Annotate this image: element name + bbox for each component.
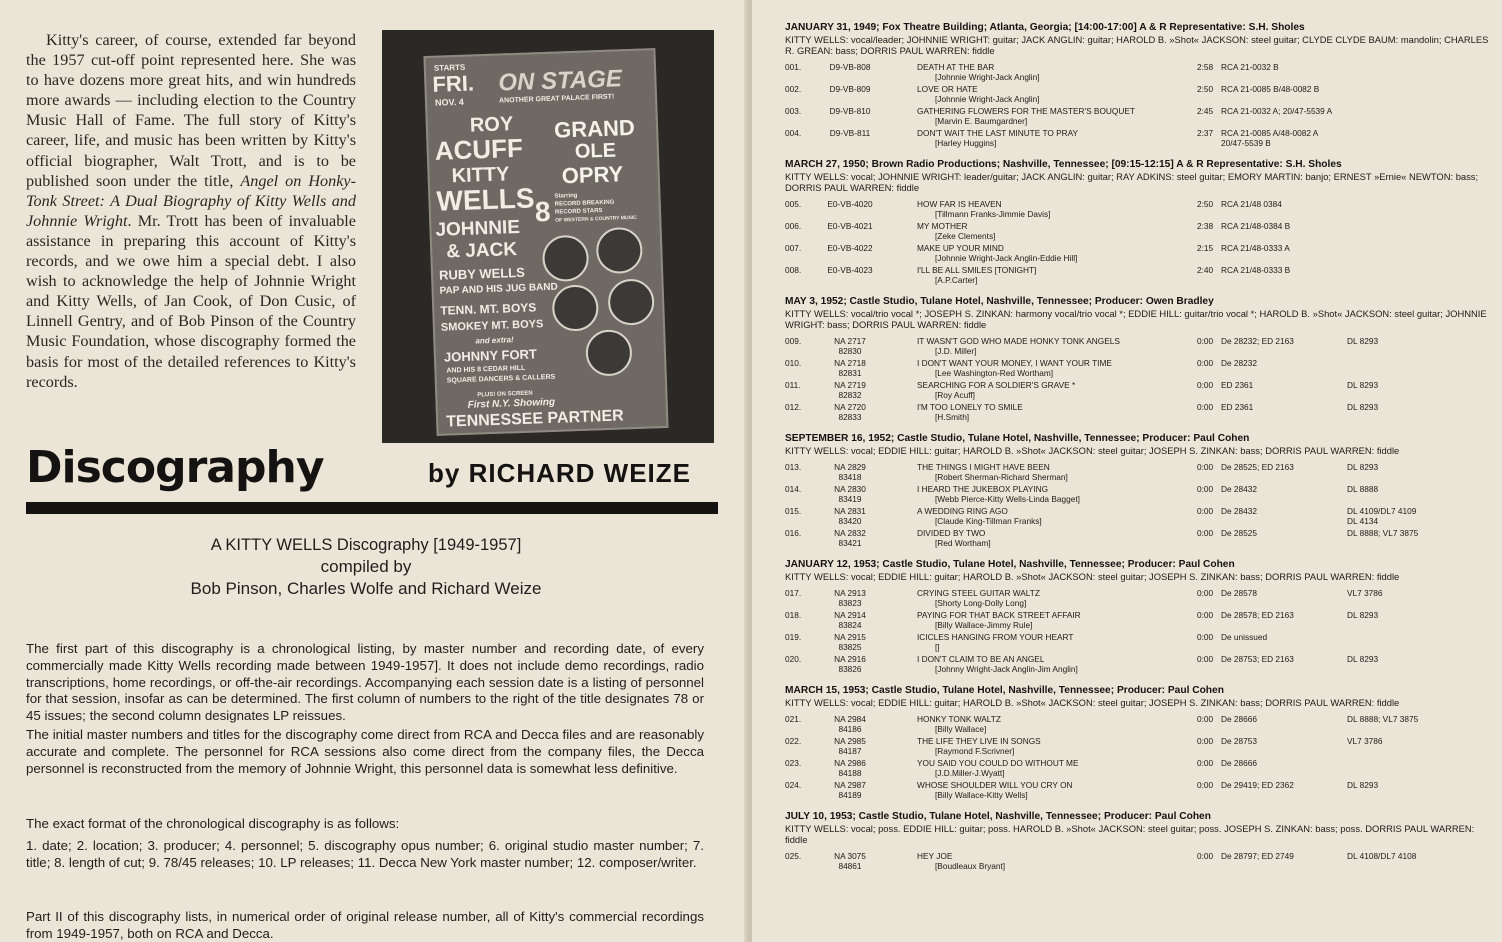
track-release: ED 2361 [1221,380,1254,390]
track-master: NA 2718 82831 [834,358,866,378]
session-block [785,811,1489,873]
track-title: DIVIDED BY TWO [917,528,986,538]
track-length: 2:58 [1197,62,1214,72]
track-master: NA 2914 83824 [834,610,866,630]
track-lp: DL 8293 [1347,610,1379,620]
track-release: RCA 21/48-0333 B [1221,265,1291,275]
track-composer: [Tillmann Franks-Jimmie Davis] [935,209,1051,219]
track-row [785,462,1489,484]
track-composer: [Harley Huggins] [935,138,997,148]
track-release: De 28232 [1221,358,1257,368]
track-title: I DON'T CLAIM TO BE AN ANGEL [917,654,1045,664]
poster-act: WELLS [435,182,535,217]
track-master: E0-VB-4020 [827,199,873,209]
session-block [785,22,1489,150]
track-number: 013. [785,462,802,472]
poster-act: & JACK [445,239,518,263]
track-master: D9-VB-810 [829,106,871,116]
poster-opry: OLE [574,139,617,163]
poster-starts: STARTS [433,62,466,73]
poster-date: NOV. 4 [434,96,464,108]
track-row [785,780,1489,802]
track-number: 011. [785,380,801,390]
poster-photo [382,30,714,443]
discography-title: Discography [26,442,324,493]
track-lp: DL 8293 [1347,402,1379,412]
track-number: 002. [785,84,802,94]
session-block [785,685,1489,802]
track-row [785,199,1489,221]
track-number: 024. [785,780,802,790]
track-lp: DL 4109/DL7 4109 DL 4134 [1347,506,1417,526]
track-release: De 28525; ED 2163 [1221,462,1294,472]
track-row [785,714,1489,736]
track-master: NA 2830 83419 [834,484,866,504]
track-lp: VL7 3786 [1347,736,1383,746]
track-master: NA 2913 83823 [834,588,866,608]
compiled-by-block [26,534,706,600]
track-release: RCA 21-0032 A; 20/47-5539 A [1221,106,1333,116]
track-title: I DON'T WANT YOUR MONEY, I WANT YOUR TIME [917,358,1112,368]
poster-on-stage: ON STAGE [497,65,623,97]
poster-act: SMOKEY MT. BOYS [440,318,544,334]
track-number: 003. [785,106,802,116]
discography-author: by RICHARD WEIZE [428,458,691,488]
book-title: Angel on Honky-Tonk Street: A Dual Biography of Kitty Wells and Johnnie Wright [26,171,356,230]
track-title: IT WASN'T GOD WHO MADE HONKY TONK ANGELS [917,336,1120,346]
track-title: HONKY TONK WALTZ [917,714,1001,724]
track-number: 009. [785,336,802,346]
subtitle-compilers: Bob Pinson, Charles Wolfe and Richard Weize [190,579,542,598]
track-master: D9-VB-808 [829,62,871,72]
track-composer: [Billy Wallace-Jimmy Rule] [935,620,1033,630]
track-number: 014. [785,484,802,494]
track-master: NA 2915 83825 [834,632,866,652]
track-master: NA 2986 84188 [834,758,866,778]
track-row [785,484,1489,506]
track-title: DON'T WAIT THE LAST MINUTE TO PRAY [917,128,1079,138]
track-composer: [Claude King-Tillman Franks] [935,516,1042,526]
track-row [785,221,1489,243]
track-composer: [Lee Washington-Red Wortham] [935,368,1054,378]
track-master: NA 2831 83420 [834,506,866,526]
track-title: MY MOTHER [917,221,968,231]
track-composer: [J.D.Miller-J.Wyatt] [935,768,1005,778]
track-lp: DL 4108/DL7 4108 [1347,851,1417,861]
track-composer: [Raymond F.Scrivner] [935,746,1015,756]
track-composer: [Boudleaux Bryant] [935,861,1006,871]
track-composer: [Marvin E. Baumgardner] [935,116,1028,126]
poster-act: SQUARE DANCERS & CALLERS [446,373,556,385]
poster-board [423,48,668,436]
track-row [785,736,1489,758]
track-row [785,62,1489,84]
track-row [785,84,1489,106]
track-length: 0:00 [1197,780,1214,790]
track-row [785,528,1489,550]
session-header: MARCH 27, 1950; Brown Radio Productions; Nashville, Tennessee; [09:15-12:15] A & R Representative: S.H. Sholes [785,159,1342,170]
track-master: NA 2984 84186 [834,714,866,734]
track-title: HEY JOE [917,851,953,861]
track-number: 006. [785,221,802,231]
poster-act: ACUFF [434,132,524,166]
track-length: 2:15 [1197,243,1214,253]
track-number: 001. [785,62,802,72]
track-row [785,336,1489,358]
title-rule [26,502,718,514]
track-title: CRYING STEEL GUITAR WALTZ [917,588,1040,598]
track-release: De unissued [1221,632,1268,642]
track-release: De 29419; ED 2362 [1221,780,1294,790]
track-number: 017. [785,588,802,598]
track-title: HOW FAR IS HEAVEN [917,199,1002,209]
poster-record-stars: RECORD STARS [554,208,603,216]
track-number: 008. [785,265,802,275]
track-number: 018. [785,610,802,620]
track-release: De 28578; ED 2163 [1221,610,1294,620]
track-title: THE THINGS I MIGHT HAVE BEEN [917,462,1050,472]
track-composer: [Billy Wallace] [935,724,987,734]
track-lp: DL 8888 [1347,484,1379,494]
session-block [785,296,1489,424]
track-number: 015. [785,506,802,516]
session-header: JANUARY 12, 1953; Castle Studio, Tulane Hotel, Nashville, Tennessee; Producer: Paul Cohen [785,559,1235,570]
poster-record-stars: OF WESTERN & COUNTRY MUSIC [555,214,637,224]
track-lp: VL7 3786 [1347,588,1383,598]
body-paragraph: The first part of this discography is a chronological listing, by master number and recording date, of every commercially made Kitty Wells recording made between 1949-1957]. It does not include demo recordings, radio transcriptions, home recordings, or off-the-air recordings. Accompanying each session date is a listing of personnel for that session, insofar as can be determined. The first column of numbers to the right of the title designates 78 or 45 issues; the second column designates LP reissues. [26,641,704,724]
poster-photo-circle [596,227,644,275]
track-master: E0-VB-4023 [827,265,873,275]
track-lp: DL 8293 [1347,654,1379,664]
track-lp: DL 8888; VL7 3875 [1347,714,1419,724]
track-length: 0:00 [1197,632,1214,642]
track-master: E0-VB-4021 [827,221,873,231]
track-title: PAYING FOR THAT BACK STREET AFFAIR [917,610,1081,620]
track-row [785,632,1489,654]
body-paragraph: The initial master numbers and titles for the discography come direct from RCA and Decca files and are reasonably accurate and complete. The personnel for RCA sessions also come direct from the company files, the Decca personnel is reconstructed from the memory of Johnnie Wright, this personnel data is somewhat less definitive. [26,727,704,776]
track-composer: [Johnnie Wright-Jack Anglin-Eddie Hill] [935,253,1078,263]
track-title: GATHERING FLOWERS FOR THE MASTER'S BOUQUET [917,106,1135,116]
track-lp: DL 8293 [1347,336,1379,346]
poster-day: FRI. [431,70,475,97]
track-length: 0:00 [1197,380,1214,390]
session-personnel: KITTY WELLS: vocal; JOHNNIE WRIGHT: leader/guitar; JACK ANGLIN: guitar; RAY ADKINS: steel guitar; EMORY MARTIN: banjo; ERNEST »Ernie« NEWTON: bass; DORRIS PAUL WARREN: fiddle [785,171,1479,193]
track-number: 012. [785,402,802,412]
track-composer: [Webb Pierce-Kitty Wells-Linda Bagget] [935,494,1080,504]
track-release: De 28232; ED 2163 [1221,336,1294,346]
track-number: 016. [785,528,802,538]
poster-first-ny: First N.Y. Showing [467,396,556,411]
track-length: 0:00 [1197,506,1214,516]
track-row [785,380,1489,402]
track-number: 004. [785,128,802,138]
track-release: RCA 21/48-0384 B [1221,221,1291,231]
track-release: De 28525 [1221,528,1257,538]
session-block [785,559,1489,676]
track-release: RCA 21-0085 B/48-0082 B [1221,84,1320,94]
track-release: De 28797; ED 2749 [1221,851,1294,861]
track-composer: [Johnnie Wright-Jack Anglin] [935,94,1040,104]
track-composer: [Zeke Clements] [935,231,996,241]
track-row [785,243,1489,265]
intro-text [26,30,356,392]
track-title: DEATH AT THE BAR [917,62,995,72]
track-release: RCA 21-0032 B [1221,62,1279,72]
poster-photo-circle [585,329,633,377]
session-header: SEPTEMBER 16, 1952; Castle Studio, Tulane Hotel, Nashville, Tennessee; Producer: Paul Cohen [785,433,1250,444]
track-title: LOVE OR HATE [917,84,978,94]
track-master: NA 2829 83418 [834,462,866,482]
track-master: NA 2987 84189 [834,780,866,800]
track-composer: [Robert Sherman-Richard Sherman] [935,472,1068,482]
track-number: 022. [785,736,802,746]
track-number: 005. [785,199,802,209]
track-title: I'M TOO LONELY TO SMILE [917,402,1023,412]
subtitle-discography: A KITTY WELLS Discography [1949-1957] [210,536,522,554]
track-composer: [] [935,642,940,652]
poster-tagline: ANOTHER GREAT PALACE FIRST! [498,93,615,105]
track-composer: [H.Smith] [935,412,970,422]
poster-record-stars: Starring [554,192,578,200]
track-composer: [J.D. Miller] [935,346,977,356]
track-title: ICICLES HANGING FROM YOUR HEART [917,632,1074,642]
track-length: 0:00 [1197,588,1214,598]
session-block [785,433,1489,550]
session-personnel: KITTY WELLS: vocal; EDDIE HILL: guitar; HAROLD B. »Shot« JACKSON: steel guitar; JOSEPH S. ZINKAN: bass; DORRIS PAUL WARREN: fiddle [785,445,1400,456]
session-header: MAY 3, 1952; Castle Studio, Tulane Hotel, Nashville, Tennessee; Producer: Owen Bradley [785,296,1214,307]
track-master: D9-VB-809 [829,84,871,94]
track-row [785,265,1489,287]
track-number: 021. [785,714,802,724]
track-title: WHOSE SHOULDER WILL YOU CRY ON [917,780,1073,790]
track-release: De 28578 [1221,588,1257,598]
track-title: A WEDDING RING AGO [917,506,1008,516]
track-release: RCA 21-0085 A/48-0082 A 20/47-5539 B [1221,128,1319,148]
track-master: D9-VB-811 [829,128,871,138]
track-number: 020. [785,654,802,664]
track-length: 0:00 [1197,714,1214,724]
track-composer: [Red Wortham] [935,538,991,548]
right-page [752,0,1502,942]
poster-act: and extra! [475,335,514,346]
session-list [785,22,1489,882]
track-number: 019. [785,632,802,642]
track-release: RCA 21/48-0333 A [1221,243,1290,253]
track-row [785,506,1489,528]
poster-movie: TENNESSEE PARTNER [445,407,624,431]
poster-photo-circle [607,278,655,326]
track-length: 2:40 [1197,265,1214,275]
track-release: De 28432 [1221,484,1257,494]
track-row [785,610,1489,632]
track-release: De 28666 [1221,758,1257,768]
session-personnel: KITTY WELLS: vocal/leader; JOHNNIE WRIGHT: guitar; JACK ANGLIN: guitar; HAROLD B. »Shot« JACKSON: steel guitar; CLYDE CLYDE BAUM: mandolin; CHARLES R. GREAN: bass; DORRIS PAUL WARREN: fiddle [785,34,1489,56]
track-row [785,851,1489,873]
track-length: 0:00 [1197,462,1214,472]
poster-act: PAP AND HIS JUG BAND [439,281,558,297]
track-title: SEARCHING FOR A SOLDIER'S GRAVE * [917,380,1076,390]
poster-opry: GRAND [553,114,636,143]
track-length: 2:37 [1197,128,1214,138]
track-master: NA 2720 82833 [834,402,866,422]
body-paragraph: Part II of this discography lists, in numerical order of original release number, all of Kitty's commercial recordings from 1949-1957, both on RCA and Decca. [26,909,704,941]
track-composer: [Johnnie Wright-Jack Anglin] [935,72,1040,82]
poster-act: KITTY [451,163,510,188]
track-row [785,402,1489,424]
poster-act: AND HIS 8 CEDAR HILL [446,364,526,375]
track-release: De 28432 [1221,506,1257,516]
body-paragraph: 1. date; 2. location; 3. producer; 4. personnel; 5. discography opus number; 6. original studio master number; 7. title; 8. length of cut; 9. 78/45 releases; 10. LP releases; 11. Decca New York master number; 12. composer/writer. [26,838,704,870]
track-master: E0-VB-4022 [827,243,873,253]
session-header: JULY 10, 1953; Castle Studio, Tulane Hotel, Nashville, Tennessee; Producer: Paul Cohen [785,811,1211,822]
poster-act: JOHNNY FORT [443,346,538,365]
poster-act: RUBY WELLS [438,264,526,283]
track-composer: [Roy Acuff] [935,390,975,400]
track-length: 2:50 [1197,199,1214,209]
left-page [0,0,748,942]
track-master: NA 2717 82830 [834,336,866,356]
body-paragraph: The exact format of the chronological discography is as follows: [26,816,400,831]
track-composer: [Billy Wallace-Kitty Wells] [935,790,1028,800]
track-master: NA 2832 83421 [834,528,866,548]
track-lp: DL 8293 [1347,780,1379,790]
track-length: 0:00 [1197,402,1214,412]
track-length: 0:00 [1197,736,1214,746]
track-number: 010. [785,358,802,368]
track-master: NA 2985 84187 [834,736,866,756]
track-composer: [Johnny Wright-Jack Anglin-Jim Anglin] [935,664,1078,674]
poster-act: JOHNNIE [435,216,521,241]
track-length: 0:00 [1197,484,1214,494]
session-header: JANUARY 31, 1949; Fox Theatre Building; Atlanta, Georgia; [14:00-17:00] A & R Representative: S.H. Sholes [785,22,1305,33]
track-length: 0:00 [1197,758,1214,768]
track-title: YOU SAID YOU COULD DO WITHOUT ME [917,758,1079,768]
track-master: NA 2719 82832 [834,380,866,400]
track-composer: [A.P.Carter] [935,275,978,285]
track-length: 0:00 [1197,336,1214,346]
track-release: ED 2361 [1221,402,1254,412]
session-block [785,159,1489,287]
track-master: NA 3075 84861 [834,851,866,871]
track-row [785,358,1489,380]
track-row [785,128,1489,150]
poster-record-stars: RECORD BREAKING [554,199,615,208]
poster-plus: PLUS! ON SCREEN [477,390,533,399]
track-length: 0:00 [1197,358,1214,368]
track-lp: DL 8293 [1347,462,1379,472]
track-composer: [Shorty Long-Dolly Long] [935,598,1027,608]
track-release: De 28753; ED 2163 [1221,654,1294,664]
track-length: 0:00 [1197,528,1214,538]
intro-part-2: . Mr. Trott has been of invaluable assistance in preparing this account of Kitty's records, and we owe him a special debt. I also wish to acknowledge the help of Johnnie Wright and Kitty Wells, of Jan Cook, of Don Cusic, of Linnell Gentry, and of Bob Pinson of the Country Music Foundation, whose discography formed the basis for most of the detailed references to Kitty's records. [26,211,356,391]
track-row [785,588,1489,610]
track-master: NA 2916 83826 [834,654,866,674]
track-release: De 28666 [1221,714,1257,724]
track-title: I HEARD THE JUKEBOX PLAYING [917,484,1049,494]
poster-act: ROY [469,113,514,137]
track-length: 2:50 [1197,84,1214,94]
track-length: 0:00 [1197,654,1214,664]
track-title: THE LIFE THEY LIVE IN SONGS [917,736,1041,746]
track-release: RCA 21/48 0384 [1221,199,1282,209]
track-row [785,106,1489,128]
track-length: 0:00 [1197,851,1214,861]
track-length: 2:45 [1197,106,1214,116]
session-personnel: KITTY WELLS: vocal/trio vocal *; JOSEPH S. ZINKAN: harmony vocal/trio vocal *; EDDIE HILL: guitar/trio vocal *; HAROLD B. »Shot« JACKSON: steel guitar; JOHNNIE WRIGHT: bass; DORRIS PAUL WARREN: fiddle [785,308,1487,330]
track-lp: DL 8293 [1347,380,1379,390]
poster-opry: OPRY [561,161,624,189]
intro-part-1: Kitty's career, of course, extended far beyond the 1957 cut-off point represented here. She was to have dozens more great hits, and win hundreds more awards — including election to the Country Music Hall of Fame. The full story of Kitty's career, life, and music has been written by Kitty's official biographer, Walt Trott, and is to be published soon under the title, [26,31,356,190]
session-personnel: KITTY WELLS: vocal; EDDIE HILL: guitar; HAROLD B. »Shot« JACKSON: steel guitar; JOSEPH S. ZINKAN: bass; DORRIS PAUL WARREN: fiddle [785,571,1400,582]
poster-photo-circle [542,235,590,283]
subtitle-compiled-by: compiled by [320,557,412,576]
session-header: MARCH 15, 1953; Castle Studio, Tulane Hotel, Nashville, Tennessee; Producer: Paul Cohen [785,685,1224,696]
track-number: 025. [785,851,802,861]
track-row [785,654,1489,676]
track-title: I'LL BE ALL SMILES [TONIGHT] [917,265,1037,275]
poster-act: TENN. MT. BOYS [440,300,537,318]
poster-eight: 8 [534,195,552,228]
session-personnel: KITTY WELLS: vocal; EDDIE HILL: guitar; HAROLD B. »Shot« JACKSON: steel guitar; JOSEPH S. ZINKAN: bass; DORRIS PAUL WARREN: fiddle [785,697,1400,708]
track-title: MAKE UP YOUR MIND [917,243,1004,253]
track-lp: DL 8888; VL7 3875 [1347,528,1419,538]
track-length: 0:00 [1197,610,1214,620]
track-number: 007. [785,243,802,253]
track-row [785,758,1489,780]
track-number: 023. [785,758,802,768]
session-personnel: KITTY WELLS: vocal; poss. EDDIE HILL: guitar; poss. HAROLD B. »Shot« JACKSON: steel guitar; poss. JOSEPH S. ZINKAN: bass; poss. DORRIS PAUL WARREN: fiddle [785,823,1475,845]
poster-photo-circle [552,284,600,332]
track-length: 2:38 [1197,221,1214,231]
track-release: De 28753 [1221,736,1257,746]
